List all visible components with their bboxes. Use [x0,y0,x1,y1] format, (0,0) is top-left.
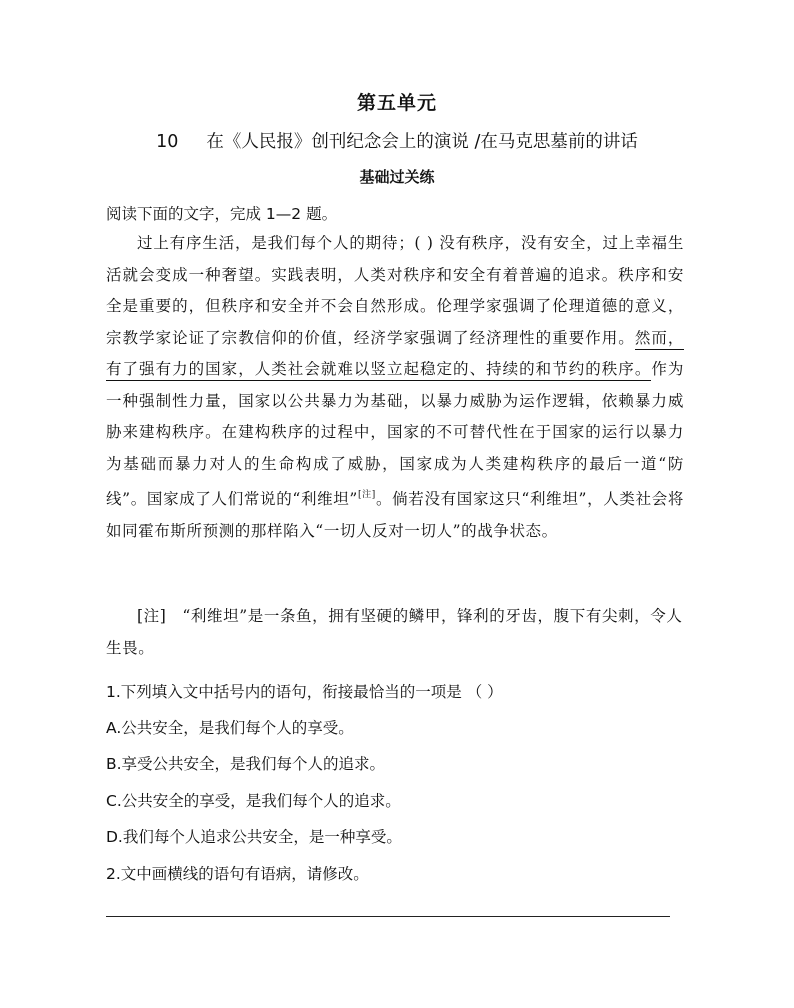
lesson-title [0,128,794,153]
reading-passage [106,228,684,547]
underlined-sentence: 然而，有了强有力的国家，人类社会就难以竖立起稳定的、持续的和节约的秩序。 [106,329,684,382]
unit-title: 第五单元 [356,92,437,114]
note-label: [注] [137,607,167,625]
footnote [106,601,684,664]
passage-part-1: 过上有序生活，是我们每个人的期待；( ) 没有秩序，没有安全，过上幸福生活就会变成一种奢望。实践表明，人类对秩序和安全有着普遍的追求。秩序和安全是重要的，但秩序和安全并不会自然形成。伦理学家强调了伦理道德的意义，宗教学家论证了宗教信仰的价值，经济学家强调了经济理性的重要作用。 [106,234,684,347]
passage-part-3: 。倘若没有国家这只“利维坦”，人类社会将如同霍布斯所预测的那样陷入“一切人反对一切人”的战争状态。 [106,490,684,540]
answer-line[interactable] [106,916,670,917]
section-title: 基础过关练 [359,168,435,186]
option-b: B.享受公共安全，是我们每个人的追求。 [106,755,386,773]
note-marker: [注] [357,490,376,500]
question-2: 2.文中画横线的语句有语病，请修改。 [106,865,369,883]
lesson-title-text: 在《人民报》创刊纪念会上的演说 /在马克思墓前的讲话 [206,132,638,152]
option-a: A.公共安全，是我们每个人的享受。 [106,719,354,737]
note-text: “利维坦”是一条鱼，拥有坚硬的鳞甲，锋利的牙齿，腹下有尖刺，令人生畏。 [106,607,683,657]
passage-part-2: 作为一种强制性力量，国家以公共暴力为基础，以暴力威胁为运作逻辑，依赖暴力威胁来建构秩序。在建构秩序的过程中，国家的不可替代性在于国家的运行以暴力为基础而暴力对人的生命构成了威胁，国家成为人类建构秩序的最后一道“防线”。国家成了人们常说的“利维坦” [106,360,685,508]
option-d: D.我们每个人追求公共安全，是一种享受。 [106,828,402,846]
question-1: 1.下列填入文中括号内的语句，衔接最恰当的一项是 （ ） [106,683,503,701]
option-c: C.公共安全的享受，是我们每个人的追求。 [106,792,401,810]
reading-instruction: 阅读下面的文字，完成 1—2 题。 [106,205,338,223]
lesson-number: 10 [156,132,179,152]
